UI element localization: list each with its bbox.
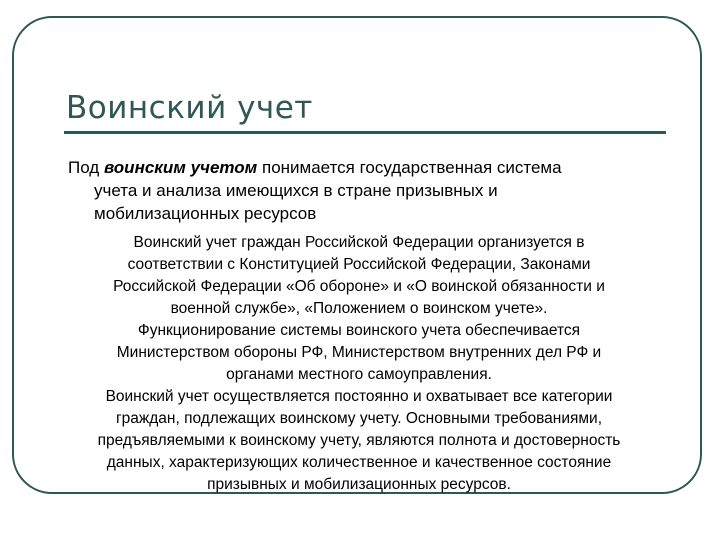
body-line: Российской Федерации «Об обороне» и «О воинской обязанности и: [113, 278, 605, 295]
body-line: Воинский учет граждан Российской Федерации организуется в: [133, 234, 585, 251]
body-line: военной службе», «Положением о воинском учете».: [170, 300, 548, 317]
body-line: данных, характеризующих количественное и качественное состояние: [106, 454, 612, 471]
title-underline: [64, 131, 666, 134]
body-line: Воинский учет осуществляется постоянно и охватывает все категории: [105, 388, 613, 405]
body-line: соответствии с Конституцией Российской Федерации, Законами: [127, 256, 591, 273]
definition-paragraph: [68, 156, 668, 225]
body-line: Министерством обороны РФ, Министерством внутренних дел РФ и: [116, 344, 602, 361]
body-line: граждан, подлежащих воинскому учету. Основными требованиями,: [115, 410, 602, 427]
lead-line1-rest: понимается государственная система: [257, 158, 562, 177]
body-line: предъявляемыми к воинскому учету, являются полнота и достоверность: [97, 432, 621, 449]
lead-line-2: учета и анализа имеющихся в стране призывных и: [94, 181, 498, 200]
body-paragraph: [36, 232, 682, 496]
body-line: органами местного самоуправления.: [226, 366, 492, 383]
body-line: призывных и мобилизационных ресурсов.: [207, 476, 511, 493]
lead-emphasis: воинским учетом: [103, 158, 258, 177]
lead-line-1: [68, 158, 562, 177]
slide-title: Воинский учет: [66, 90, 313, 126]
body-line: Функционирование системы воинского учета обеспечивается: [137, 322, 581, 339]
lead-line-3: мобилизационных ресурсов: [94, 204, 317, 223]
lead-prefix: Под: [68, 158, 104, 177]
